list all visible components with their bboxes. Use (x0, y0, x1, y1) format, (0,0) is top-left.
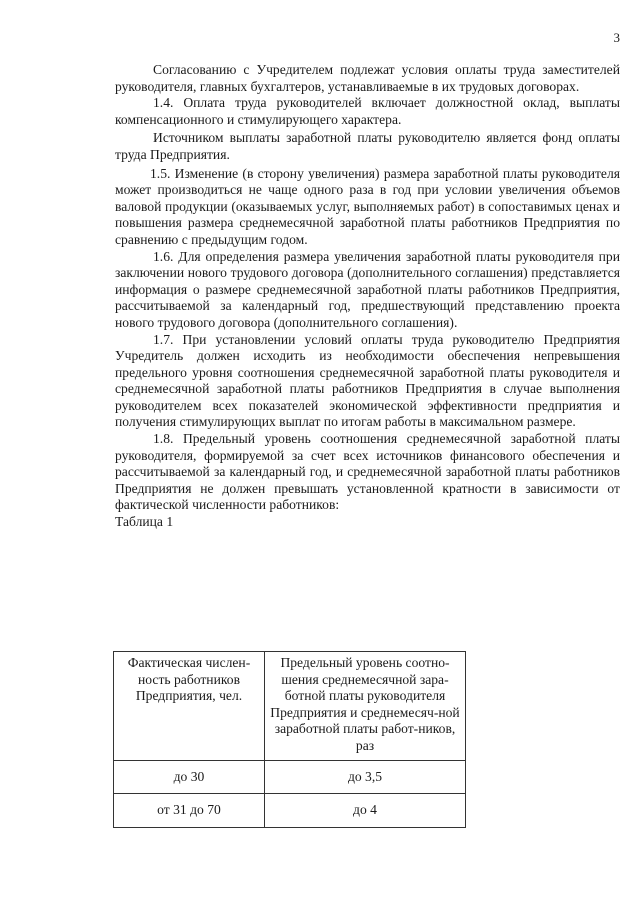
document-body (115, 62, 620, 531)
table-header-row (114, 652, 466, 761)
cell-ratio: до 3,5 (265, 760, 466, 794)
paragraph-1-7: 1.7. При установлении условий оплаты труда руководителю Предприятия Учредитель должен исходить из необходимости обеспечения непревышения предельного уровня соотношения среднемесячной заработной платы руководителя и среднемесячной заработной платы работников Предприятия в случае выполнения руководителем всех показателей экономической эффективности предприятия и получения стимулирующих выплат по итогам работы в максимальном размере. (115, 331, 620, 430)
table-row (114, 760, 466, 794)
page-number: 3 (613, 30, 620, 45)
table-caption: Таблица 1 (115, 514, 174, 530)
cell-ratio: до 4 (265, 794, 466, 828)
header-ratio-limit: Предельный уровень соотно-шения среднемесячной зара-ботной платы руководителя Предприятия и среднемесяч-ной заработной платы работ-ников, раз (265, 652, 466, 761)
cell-headcount: от 31 до 70 (114, 794, 265, 828)
paragraph-1-5: 1.5. Изменение (в сторону увеличения) размера заработной платы руководителя может производиться не чаще одного раза в год при условии увеличения объемов валовой продукции (оказываемых услуг, выполняемых работ) в сопоставимых ценах и повышения размера среднемесячной заработной платы работников Предприятия по сравнению с предыдущим годом. (115, 165, 620, 247)
paragraph-1-4: 1.4. Оплата труда руководителей включает должностной оклад, выплаты компенсационного и стимулирующего характера. (115, 95, 620, 127)
table-row (114, 794, 466, 828)
ratio-table (113, 651, 466, 828)
paragraph-1-6: 1.6. Для определения размера увеличения заработной платы руководителя при заключении нового трудового договора (дополнительного соглашения) представляется информация о размере среднемесячной заработной платы работников Предприятия, рассчитываемой за календарный год, предшествующий представлению проекта нового трудового договора (дополнительного соглашения). (115, 248, 620, 330)
paragraph-1-8: 1.8. Предельный уровень соотношения среднемесячной заработной платы руководителя, формируемой за счет всех источников финансового обеспечения и рассчитываемой за календарный год, и среднемесячной заработной платы работников Предприятия не должен превышать установленной кратности в зависимости от фактической численности работников: (115, 431, 620, 513)
paragraph-funding-source: Источником выплаты заработной платы руководителю является фонд оплаты труда Предприятия. (115, 130, 620, 162)
cell-headcount: до 30 (114, 760, 265, 794)
header-headcount: Фактическая числен-ность работников Предприятия, чел. (114, 652, 265, 761)
paragraph-approval: Согласованию с Учредителем подлежат условия оплаты труда заместителей руководителя, главных бухгалтеров, устанавливаемые в их трудовых договорах. (115, 62, 620, 94)
